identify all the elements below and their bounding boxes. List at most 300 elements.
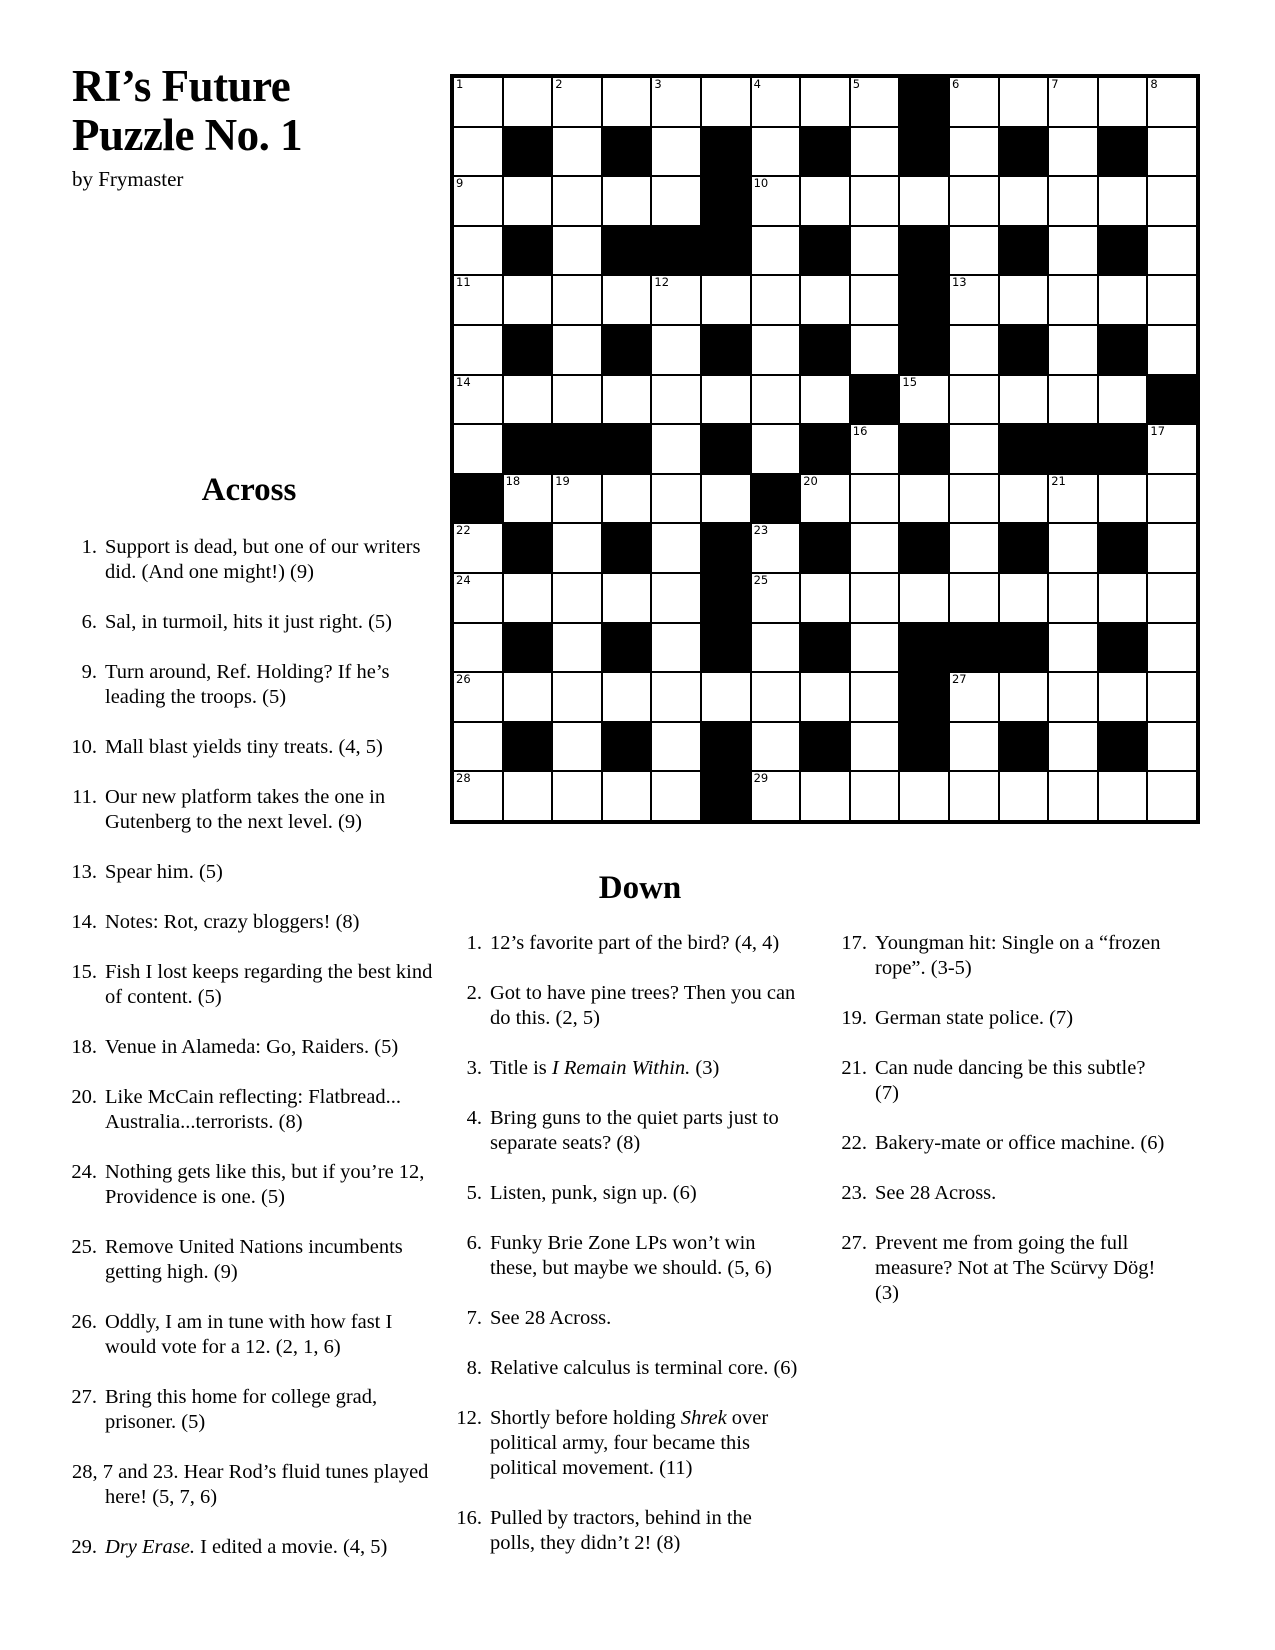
grid-cell <box>1099 177 1147 225</box>
grid-cell <box>603 574 651 622</box>
clue-item <box>833 1181 1173 1206</box>
clue-number: 1. <box>81 536 97 558</box>
clue-number: 6. <box>81 611 97 633</box>
grid-cell <box>553 177 601 225</box>
clue-number: 21. <box>841 1057 867 1079</box>
grid-cell <box>454 673 502 721</box>
grid-cell <box>1049 475 1097 523</box>
cell-number: 9 <box>456 176 464 191</box>
grid-cell <box>454 524 502 572</box>
grid-cell-black <box>1000 524 1048 572</box>
clue-item <box>63 785 435 835</box>
grid-cell <box>851 128 899 176</box>
grid-cell <box>1049 227 1097 275</box>
clue-item <box>63 1535 435 1560</box>
puzzle-title <box>72 62 302 160</box>
clue-number: 29. <box>71 1536 97 1558</box>
clue-item <box>63 860 435 885</box>
grid-cell <box>1148 673 1196 721</box>
grid-cell <box>851 276 899 324</box>
clue-item <box>448 931 800 956</box>
cell-number: 24 <box>456 572 471 587</box>
across-clue-list <box>63 535 435 1560</box>
clue-item <box>448 1356 800 1381</box>
grid-cell <box>553 723 601 771</box>
clue-number: 12. <box>456 1407 482 1429</box>
cell-number: 29 <box>753 771 769 786</box>
clue-text: Pulled by tractors, behind in the polls, they didn’t 2! (8) <box>490 1507 752 1554</box>
grid-cell <box>851 177 899 225</box>
grid-cell-black <box>702 524 750 572</box>
grid-cell <box>454 723 502 771</box>
clue-text: Prevent me from going the full measure? Not at The Scürvy Dög! (3) <box>875 1232 1156 1304</box>
grid-cell <box>702 376 750 424</box>
cell-number: 22 <box>456 523 471 538</box>
down-clue-list-right <box>833 931 1173 1331</box>
grid-cell-black <box>801 425 849 473</box>
clue-text: Our new platform takes the one in Gutenberg to the next level. (9) <box>105 786 386 833</box>
grid-cell <box>851 624 899 672</box>
clue-text: Bring guns to the quiet parts just to separate seats? (8) <box>490 1107 779 1154</box>
grid-cell <box>1049 78 1097 126</box>
grid-cell-black <box>1049 425 1097 473</box>
grid-cell-black <box>504 524 552 572</box>
grid-cell <box>851 673 899 721</box>
grid-cell <box>950 574 998 622</box>
grid-cell <box>900 574 948 622</box>
clue-item <box>448 1106 800 1156</box>
grid-cell-black <box>702 723 750 771</box>
grid-cell-black <box>801 326 849 374</box>
cell-number: 6 <box>951 77 960 91</box>
clue-text: Spear him. (5) <box>105 861 223 883</box>
grid-cell <box>801 772 849 820</box>
clue-text: Support is dead, but one of our writers did. (And one might!) (9) <box>105 536 421 583</box>
clue-item <box>63 660 435 710</box>
grid-cell-black <box>603 524 651 572</box>
grid-cell-black <box>1148 376 1196 424</box>
grid-cell-black <box>900 524 948 572</box>
grid-cell <box>1148 128 1196 176</box>
clue-number: 22. <box>841 1132 867 1154</box>
clue-text: See 28 Across. <box>490 1307 612 1329</box>
down-heading: Down <box>598 870 682 906</box>
cell-number: 15 <box>902 374 918 389</box>
clue-text: Can nude dancing be this subtle? (7) <box>875 1057 1146 1104</box>
grid-cell-black <box>801 723 849 771</box>
grid-cell-black <box>603 128 651 176</box>
grid-cell <box>950 276 998 324</box>
clue-text: Venue in Alameda: Go, Raiders. (5) <box>105 1036 399 1058</box>
clue-item <box>833 1131 1173 1156</box>
grid-cell <box>1148 227 1196 275</box>
clue-item <box>63 1085 435 1135</box>
grid-cell <box>801 177 849 225</box>
cell-number: 3 <box>654 77 662 91</box>
clue-item <box>833 931 1173 981</box>
grid-cell-black <box>900 326 948 374</box>
clue-text: Listen, punk, sign up. (6) <box>490 1182 697 1204</box>
cell-number: 19 <box>555 473 570 488</box>
grid-cell <box>1099 673 1147 721</box>
grid-cell <box>1000 673 1048 721</box>
grid-cell <box>603 78 651 126</box>
grid-cell <box>1099 78 1147 126</box>
clue-text: Turn around, Ref. Holding? If he’s leading the troops. (5) <box>105 661 390 708</box>
grid-cell-black <box>900 723 948 771</box>
grid-cell-black <box>504 425 552 473</box>
grid-cell <box>652 723 700 771</box>
grid-cell-black <box>603 723 651 771</box>
clue-item <box>63 1310 435 1360</box>
clue-number: 28, 7 and 23. <box>72 1461 179 1483</box>
cell-number: 12 <box>654 275 670 290</box>
grid-cell-black <box>900 276 948 324</box>
clue-text: Mall blast yields tiny treats. (4, 5) <box>105 736 383 758</box>
clue-item <box>63 960 435 1010</box>
grid-cell <box>1148 326 1196 374</box>
grid-cell-black <box>504 624 552 672</box>
clue-text: 12’s favorite part of the bird? (4, 4) <box>490 932 780 954</box>
clue-text: Shortly before holding Shrek over political army, four became this political movement. (11) <box>490 1407 769 1479</box>
grid-cell <box>454 177 502 225</box>
cell-number: 18 <box>505 473 521 488</box>
grid-cell <box>900 177 948 225</box>
grid-cell-black <box>1000 723 1048 771</box>
grid-cell <box>652 475 700 523</box>
grid-cell <box>504 78 552 126</box>
clue-number: 17. <box>841 932 867 954</box>
grid-cell-black <box>702 574 750 622</box>
cell-number: 13 <box>951 275 967 290</box>
clue-item <box>448 1306 800 1331</box>
grid-cell <box>1148 574 1196 622</box>
grid-cell <box>1148 425 1196 473</box>
grid-cell <box>752 177 800 225</box>
grid-cell <box>900 475 948 523</box>
clue-item <box>63 1235 435 1285</box>
grid-cell <box>1049 673 1097 721</box>
grid-cell-black <box>1099 723 1147 771</box>
grid-cell-black <box>702 425 750 473</box>
grid-cell <box>1148 723 1196 771</box>
clue-text: Relative calculus is terminal core. (6) <box>490 1357 798 1379</box>
clue-number: 2. <box>466 982 482 1004</box>
cell-number: 1 <box>456 77 464 91</box>
clue-text: Dry Erase. I edited a movie. (4, 5) <box>105 1536 388 1558</box>
grid-cell-black <box>603 624 651 672</box>
cell-number: 4 <box>753 77 761 91</box>
grid-cell <box>553 326 601 374</box>
clue-number: 7. <box>466 1307 482 1329</box>
grid-cell <box>603 376 651 424</box>
grid-cell <box>603 475 651 523</box>
grid-cell <box>652 78 700 126</box>
grid-cell-black <box>702 772 750 820</box>
grid-cell <box>504 772 552 820</box>
grid-cell-black <box>702 227 750 275</box>
grid-cell <box>603 772 651 820</box>
grid-cell <box>454 425 502 473</box>
grid-cell <box>801 574 849 622</box>
clue-number: 25. <box>71 1236 97 1258</box>
clue-text: Sal, in turmoil, hits it just right. (5) <box>105 611 392 633</box>
grid-cell <box>752 723 800 771</box>
clue-text: German state police. (7) <box>875 1007 1074 1029</box>
clue-item <box>63 535 435 585</box>
clue-text: Oddly, I am in tune with how fast I would vote for a 12. (2, 1, 6) <box>105 1311 393 1358</box>
clue-item <box>63 1385 435 1435</box>
grid-cell-black <box>1099 425 1147 473</box>
grid-cell <box>504 177 552 225</box>
clue-text: Bakery-mate or office machine. (6) <box>875 1132 1165 1154</box>
grid-cell <box>1049 376 1097 424</box>
grid-cell <box>652 673 700 721</box>
grid-cell-black <box>603 326 651 374</box>
grid-cell <box>1148 276 1196 324</box>
grid-cell <box>1148 772 1196 820</box>
grid-cell <box>752 425 800 473</box>
grid-cell-black <box>553 425 601 473</box>
grid-cell <box>504 673 552 721</box>
cell-number: 23 <box>753 523 769 538</box>
grid-cell-black <box>950 624 998 672</box>
grid-cell-black <box>1000 624 1048 672</box>
clue-number: 10. <box>71 736 97 758</box>
clue-number: 5. <box>466 1182 482 1204</box>
grid-cell-black <box>900 425 948 473</box>
clue-item <box>833 1056 1173 1106</box>
grid-cell <box>652 376 700 424</box>
grid-cell <box>652 128 700 176</box>
grid-cell-black <box>1099 128 1147 176</box>
grid-cell-black <box>900 673 948 721</box>
grid-cell <box>1049 128 1097 176</box>
clue-text: Notes: Rot, crazy bloggers! (8) <box>105 911 360 933</box>
grid-cell <box>851 772 899 820</box>
clue-item <box>833 1006 1173 1031</box>
grid-cell-black <box>504 227 552 275</box>
clue-item <box>448 1506 800 1556</box>
grid-cell <box>454 772 502 820</box>
grid-cell <box>454 376 502 424</box>
grid-cell <box>553 772 601 820</box>
grid-cell <box>553 475 601 523</box>
clue-item <box>63 610 435 635</box>
grid-cell <box>1000 574 1048 622</box>
grid-cell <box>652 326 700 374</box>
cell-number: 8 <box>1150 77 1158 91</box>
grid-cell <box>1000 772 1048 820</box>
grid-cell <box>752 128 800 176</box>
grid-cell <box>504 574 552 622</box>
clue-text: Youngman hit: Single on a “frozen rope”. (3-5) <box>875 932 1161 979</box>
grid-cell <box>950 376 998 424</box>
grid-cell <box>702 475 750 523</box>
grid-cell-black <box>504 723 552 771</box>
grid-cell-black <box>1000 128 1048 176</box>
clue-number: 13. <box>71 861 97 883</box>
grid-cell-black <box>1099 624 1147 672</box>
grid-cell-black <box>702 326 750 374</box>
cell-number: 7 <box>1051 77 1059 91</box>
grid-cell <box>652 772 700 820</box>
grid-cell <box>900 772 948 820</box>
grid-cell <box>553 128 601 176</box>
grid-cell <box>553 78 601 126</box>
grid-cell <box>851 227 899 275</box>
grid-cell <box>752 524 800 572</box>
grid-cell-black <box>752 475 800 523</box>
grid-cell <box>553 376 601 424</box>
clue-item <box>448 1231 800 1281</box>
grid-cell-black <box>702 177 750 225</box>
across-section <box>63 472 435 1585</box>
clue-text: See 28 Across. <box>875 1182 997 1204</box>
grid-cell <box>454 326 502 374</box>
clue-number: 15. <box>71 961 97 983</box>
grid-cell <box>1049 723 1097 771</box>
grid-cell-black <box>702 128 750 176</box>
clue-number: 23. <box>841 1182 867 1204</box>
grid-cell <box>603 673 651 721</box>
cell-number: 10 <box>753 176 769 191</box>
grid-cell-black <box>504 326 552 374</box>
grid-cell <box>752 376 800 424</box>
grid-cell <box>553 227 601 275</box>
clue-number: 4. <box>466 1107 482 1129</box>
grid-cell <box>603 276 651 324</box>
cell-number: 28 <box>456 771 471 786</box>
grid-cell <box>504 376 552 424</box>
grid-cell <box>1000 177 1048 225</box>
clue-text: Bring this home for college grad, prisoner. (5) <box>105 1386 378 1433</box>
grid-cell <box>1148 78 1196 126</box>
clue-item <box>833 1231 1173 1306</box>
grid-cell <box>553 673 601 721</box>
grid-cell <box>752 326 800 374</box>
grid-cell <box>702 276 750 324</box>
grid-cell <box>1049 574 1097 622</box>
grid-cell <box>553 276 601 324</box>
clue-item <box>63 910 435 935</box>
cell-number: 5 <box>852 77 861 91</box>
crossword-grid <box>450 74 1200 824</box>
grid-cell <box>752 574 800 622</box>
grid-cell <box>950 723 998 771</box>
grid-cell <box>950 425 998 473</box>
grid-cell <box>504 475 552 523</box>
grid-cell-black <box>652 227 700 275</box>
grid-cell <box>851 723 899 771</box>
cell-number: 11 <box>456 275 471 290</box>
grid-cell <box>1099 376 1147 424</box>
grid-cell <box>603 177 651 225</box>
grid-cell <box>1049 276 1097 324</box>
grid-cell <box>1099 772 1147 820</box>
clue-item <box>63 1160 435 1210</box>
clue-number: 20. <box>71 1086 97 1108</box>
grid-cell <box>950 475 998 523</box>
grid-cell <box>1148 624 1196 672</box>
grid-cell-black <box>900 78 948 126</box>
grid-cell-black <box>702 624 750 672</box>
grid-cell-black <box>603 425 651 473</box>
clue-number: 1. <box>466 932 482 954</box>
grid-cell-black <box>603 227 651 275</box>
grid-cell <box>801 475 849 523</box>
clue-number: 3. <box>466 1057 482 1079</box>
grid-cell <box>900 376 948 424</box>
grid-cell-black <box>454 475 502 523</box>
grid-cell <box>950 78 998 126</box>
grid-cell <box>652 624 700 672</box>
grid-cell <box>454 624 502 672</box>
clue-number: 24. <box>71 1161 97 1183</box>
clue-item <box>448 1181 800 1206</box>
grid-cell <box>652 425 700 473</box>
grid-cell <box>553 624 601 672</box>
grid-cell <box>702 78 750 126</box>
grid-cell <box>553 524 601 572</box>
clue-text: Like McCain reflecting: Flatbread... Australia...terrorists. (8) <box>105 1086 402 1133</box>
clue-item <box>63 1035 435 1060</box>
across-heading: Across <box>201 472 297 508</box>
puzzle-title-line1: RI’s Future <box>72 61 291 111</box>
grid-cell-black <box>900 227 948 275</box>
puzzle-title-line2: Puzzle No. 1 <box>72 110 303 160</box>
grid-cell <box>851 425 899 473</box>
grid-cell <box>1000 475 1048 523</box>
grid-cell <box>851 574 899 622</box>
clue-item <box>63 735 435 760</box>
grid-cell <box>950 227 998 275</box>
grid-cell <box>652 574 700 622</box>
grid-cell <box>1049 326 1097 374</box>
grid-cell-black <box>851 376 899 424</box>
grid-cell <box>752 624 800 672</box>
grid-cell <box>454 227 502 275</box>
grid-cell-black <box>504 128 552 176</box>
clue-number: 16. <box>456 1507 482 1529</box>
clue-number: 8. <box>466 1357 482 1379</box>
grid-cell <box>454 78 502 126</box>
cell-number: 14 <box>456 374 471 389</box>
cell-number: 27 <box>951 672 967 687</box>
grid-cell-black <box>1099 524 1147 572</box>
grid-cell <box>1099 574 1147 622</box>
cell-number: 17 <box>1150 424 1166 439</box>
clue-text: Hear Rod’s fluid tunes played here! (5, 7, 6) <box>105 1461 429 1508</box>
grid-cell <box>1148 524 1196 572</box>
grid-cell <box>1099 276 1147 324</box>
clue-text: Title is I Remain Within. (3) <box>490 1057 720 1079</box>
grid-cell <box>752 772 800 820</box>
grid-cell <box>652 524 700 572</box>
grid-cell-black <box>1000 326 1048 374</box>
clue-text: Funky Brie Zone LPs won’t win these, but maybe we should. (5, 6) <box>490 1232 772 1279</box>
cell-number: 25 <box>753 572 769 587</box>
grid-cell <box>702 673 750 721</box>
down-clue-list-left <box>448 931 800 1581</box>
grid-cell <box>950 128 998 176</box>
title-block <box>72 62 302 192</box>
grid-cell <box>752 227 800 275</box>
clue-text: Got to have pine trees? Then you can do this. (2, 5) <box>490 982 796 1029</box>
clue-number: 11. <box>72 786 97 808</box>
grid-cell-black <box>801 227 849 275</box>
grid-cell <box>950 177 998 225</box>
